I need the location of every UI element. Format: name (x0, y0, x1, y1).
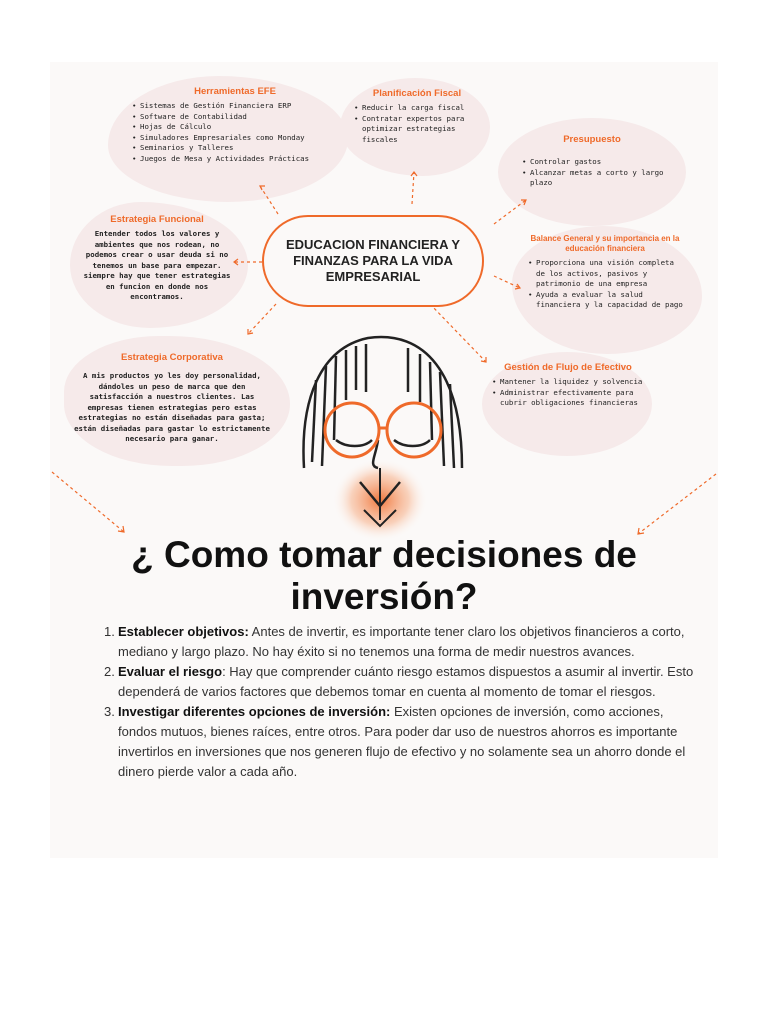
step-heading: Establecer objetivos: (118, 624, 249, 639)
card-presupuesto (518, 134, 666, 189)
card-list (518, 157, 666, 189)
card-title: Gestión de Flujo de Efectivo (504, 362, 632, 373)
card-list (524, 258, 686, 311)
list-item: • Seminarios y Talleres (140, 143, 342, 154)
step-text: : Hay que comprender cuánto riesgo estamos dispuestos a asumir al invertir. Esto dependerá de varios factores que debemos tomar en cuenta al momento de tomar el riesgos. (118, 664, 694, 699)
card-list (128, 101, 342, 164)
card-title: Presupuesto (563, 134, 621, 145)
center-title: EDUCACION FINANCIERA Y FINANZAS PARA LA VIDA EMPRESARIAL (285, 237, 461, 284)
card-funcional (80, 214, 234, 303)
list-item (104, 662, 694, 702)
step-number: 3. (104, 704, 115, 719)
list-item: • Contratar expertos para optimizar estrategias fiscales (362, 114, 484, 146)
step-number: 2. (104, 664, 115, 679)
list-item: • Simuladores Empresariales como Monday (140, 133, 342, 144)
steps-list (104, 622, 694, 782)
list-item: • Hojas de Cálculo (140, 122, 342, 133)
card-balance (524, 234, 686, 311)
list-item: • Controlar gastos (530, 157, 666, 168)
card-list (350, 103, 484, 145)
list-item: • Software de Contabilidad (140, 112, 342, 123)
step-heading: Evaluar el riesgo (118, 664, 223, 679)
list-item: • Mantener la liquidez y solvencia (500, 377, 648, 388)
list-item: • Proporciona una visión completa de los activos, pasivos y patrimonio de una empresa (536, 258, 686, 290)
step-text: Existen opciones de inversión, como acciones, fondos mutuos, bienes raíces, entre otros. Para poder dar uso de nuestros ahorros es importante invertirlos en inversiones que nos generen flujo de efectivo y no solamente sea un ahorro donde el dinero pierde valor a cada año. (118, 704, 686, 779)
list-item: • Reducir la carga fiscal (362, 103, 484, 114)
step-heading: Investigar diferentes opciones de inversión: (118, 704, 391, 719)
step-number: 1. (104, 624, 115, 639)
card-corporativa (72, 352, 272, 445)
card-flujo (488, 362, 648, 409)
center-title-bubble (262, 215, 484, 307)
card-planificacion (350, 88, 484, 145)
list-item: • Administrar efectivamente para cubrir obligaciones financieras (500, 388, 648, 409)
card-title: Herramientas EFE (194, 86, 276, 97)
list-item: • Juegos de Mesa y Actividades Prácticas (140, 154, 342, 165)
step-text: Antes de invertir, es importante tener claro los objetivos financieros a corto, mediano y largo plazo. No hay éxito si no tenemos una forma de medir nuestros avances. (118, 624, 685, 659)
list-item: • Alcanzar metas a corto y largo plazo (530, 168, 666, 189)
page-title: ¿ Como tomar decisiones de inversión? (131, 534, 637, 617)
card-herramientas (128, 86, 342, 164)
card-title: Balance General y su importancia en la educación financiera (530, 234, 680, 253)
list-item: • Ayuda a evaluar la salud financiera y la capacidad de pago (536, 290, 686, 311)
card-title: Estrategia Funcional (110, 214, 204, 225)
card-list (488, 377, 648, 409)
card-text: Entender todos los valores y ambientes que nos rodean, no podemos crear o usar deuda si no tenemos un base para empezar. siempre hay que tener estrategias en funcion en donde nos encontramos. (83, 229, 231, 301)
card-text: A mis productos yo les doy personalidad, dándoles un peso de marca que den satisfacción a nuestros clientes. Las empresas tienen estrategias pero estas estrategias no están diseñadas para gasta; están diseñadas para gastar lo estrictamente necesario para ganar. (74, 371, 270, 443)
card-title: Estrategia Corporativa (121, 352, 223, 363)
list-item (104, 622, 694, 662)
list-item (104, 702, 694, 782)
list-item: • Sistemas de Gestión Financiera ERP (140, 101, 342, 112)
card-title: Planificación Fiscal (372, 88, 462, 99)
